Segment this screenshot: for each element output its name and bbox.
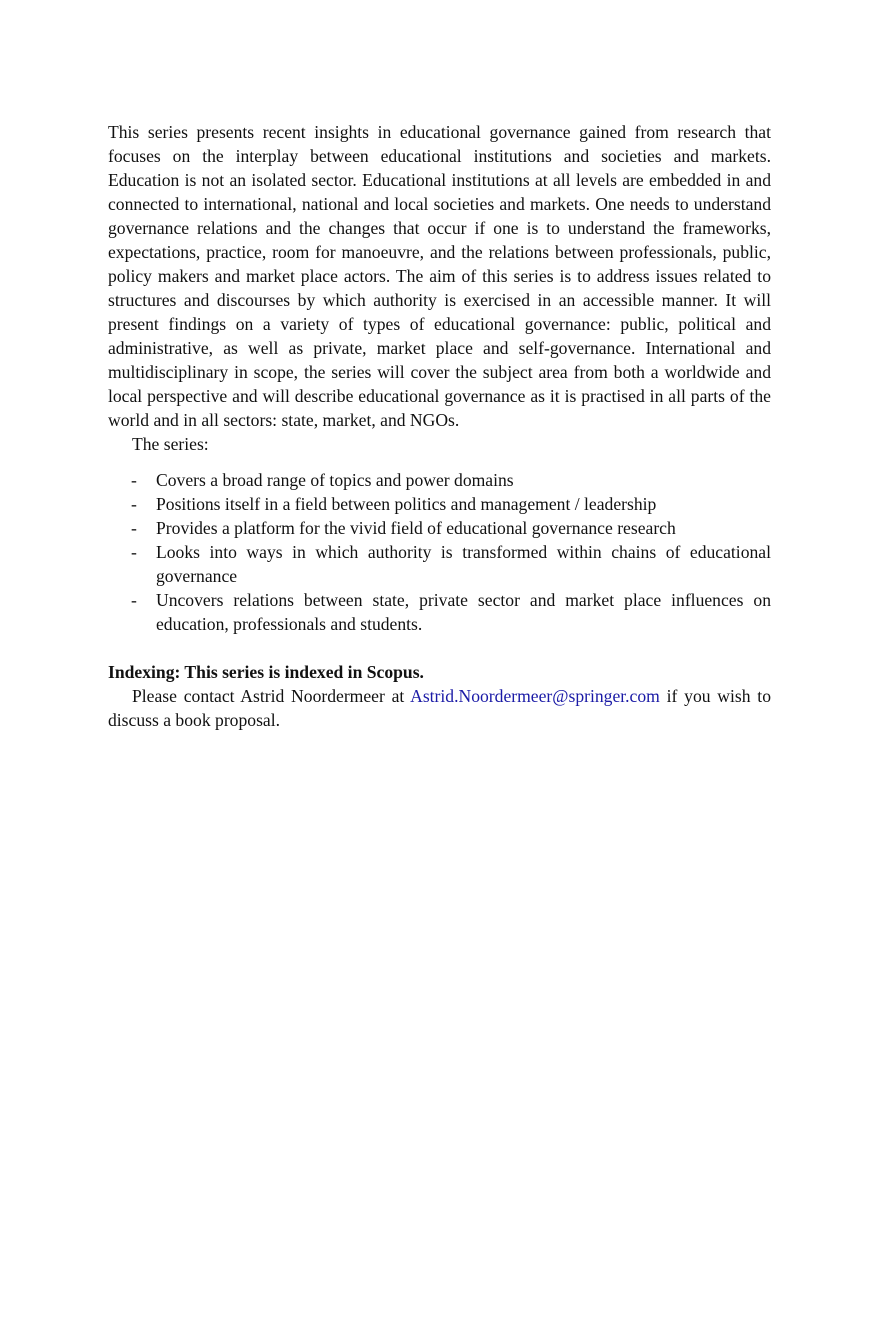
list-item-text: Uncovers relations between state, private sector and market place influences on education, professionals and students. — [156, 590, 771, 634]
list-item — [108, 540, 771, 588]
list-item — [108, 588, 771, 636]
contact-text-before: Please contact Astrid Noordermeer at — [132, 686, 411, 706]
document-page — [108, 120, 771, 732]
dash-marker: - — [131, 518, 137, 538]
series-intro: The series: — [132, 434, 209, 454]
contact-text-after: if you wish to discuss a book proposal. — [108, 686, 771, 730]
dash-marker: - — [131, 470, 137, 490]
contact-paragraph — [108, 684, 771, 732]
list-item-text: Covers a broad range of topics and power domains — [156, 470, 514, 490]
dash-marker: - — [131, 494, 137, 514]
dash-marker: - — [131, 590, 137, 610]
list-item — [108, 492, 771, 516]
email-link[interactable]: Astrid.Noordermeer@springer.com — [410, 686, 660, 706]
dash-marker: - — [131, 542, 137, 562]
list-item — [108, 516, 771, 540]
list-item — [108, 468, 771, 492]
series-description: This series presents recent insights in educational governance gained from research that focuses on the interplay between educational institutions and societies and markets. Education is not an isolated sector. Educational institutions at all levels are embedded in and connected to international, national and local societies and markets. One needs to understand governance relations and the changes that occur if one is to understand the frameworks, expectations, practice, room for manoeuvre, and the relations between professionals, public, policy makers and market place actors. The aim of this series is to address issues related to structures and discourses by which authority is exercised in an accessible manner. It will present findings on a variety of types of educational governance: public, political and administrative, as well as private, market place and self-governance. International and multidisciplinary in scope, the series will cover the subject area from both a worldwide and local perspective and will describe educational governance as it is practised in all parts of the world and in all sectors: state, market, and NGOs. — [108, 122, 771, 430]
list-item-text: Positions itself in a field between politics and management / leadership — [156, 494, 657, 514]
list-item-text: Looks into ways in which authority is transformed within chains of educational governance — [156, 542, 771, 586]
indexing-note: Indexing: This series is indexed in Scopus. — [108, 662, 424, 682]
series-features-list — [108, 468, 771, 636]
list-item-text: Provides a platform for the vivid field of educational governance research — [156, 518, 676, 538]
